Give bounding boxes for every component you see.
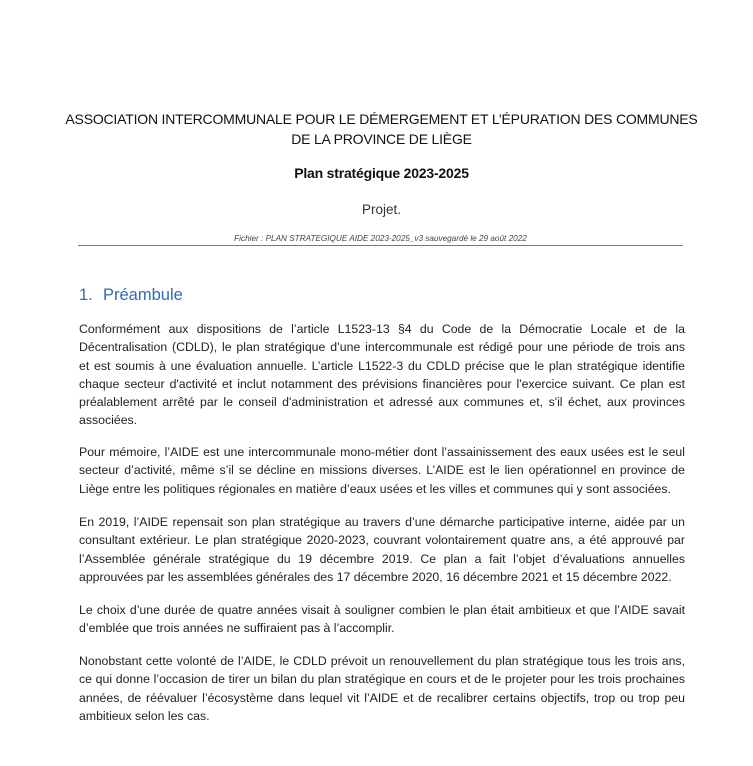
text-line: Nonobstant cette volonté de l’AIDE, le CDLD prévoit un renouvellement du plan stratégique tous les trois ans, xyxy=(79,654,685,668)
paragraph-3 xyxy=(79,513,685,586)
text-line: et est soumis à une évaluation annuelle. L’article L1522-3 du CDLD précise que le plan stratégique identifie xyxy=(79,358,685,373)
text-line: Liège entre les politiques régionales en matière d’eaux usées et les villes et communes qui y sont associées. xyxy=(79,481,671,496)
text-line: Décentralisation (CDLD), le plan stratégique d’une intercommunale est rédigé pour une période de trois ans xyxy=(79,340,685,355)
paragraph-4 xyxy=(79,601,685,638)
paragraph-2 xyxy=(79,443,685,498)
text-line: ce qui donne l’occasion de tirer un bilan du plan stratégique en cours et de le projeter pour les trois prochaines xyxy=(79,672,685,687)
paragraph-1 xyxy=(79,320,685,430)
text-line: l’Assemblée générale stratégique du 19 décembre 2019. Ce plan a fait l’objet d’évaluations annuelles xyxy=(79,551,685,566)
section-heading xyxy=(79,284,183,306)
section-title: Préambule xyxy=(103,286,183,304)
section-number: 1. xyxy=(79,286,93,304)
text-line: Conformément aux dispositions de l’article L1523-13 §4 du Code de la Démocratie Locale et de la xyxy=(79,322,685,336)
organization-title-line: ASSOCIATION INTERCOMMUNALE POUR LE DÉMERGEMENT ET L’ÉPURATION DES COMMUNES xyxy=(65,111,698,127)
text-line: secteur d’activité, même s’il se décline en missions diverses. L’AIDE est le lien opérationnel en province de xyxy=(79,463,685,478)
text-line: approuvées par les assemblées générales des 17 décembre 2020, 16 décembre 2021 et 15 décembre 2022. xyxy=(79,569,672,584)
text-line: ambitieux selon les cas. xyxy=(79,708,210,723)
organization-title xyxy=(60,109,703,149)
file-metadata: Fichier : PLAN STRATEGIQUE AIDE 2023-2025_v3 sauvegardé le 29 août 2022 xyxy=(78,233,683,246)
text-line: En 2019, l’AIDE repensait son plan stratégique au travers d’une démarche participative interne, aidée par un xyxy=(79,515,685,529)
draft-label: Projet. xyxy=(361,202,402,217)
organization-title-line: DE LA PROVINCE DE LIÈGE xyxy=(291,131,472,147)
text-line: chaque secteur d'activité et inclut notamment des prévisions financières pour l'exercice suivant. Ce plan est xyxy=(79,376,685,391)
text-line: Pour mémoire, l’AIDE est une intercommunale mono-métier dont l’assainissement des eaux usées est le seul xyxy=(79,445,685,459)
text-line: années, de réévaluer l’écosystème dans lequel vit l’AIDE et de recalibrer certains objectifs, trop ou trop peu xyxy=(79,690,685,705)
paragraph-5 xyxy=(79,652,685,725)
text-line: associées. xyxy=(79,413,138,428)
text-line: Le choix d’une durée de quatre années visait à souligner combien le plan était ambitieux et que l’AIDE savait xyxy=(79,603,685,617)
text-line: consultant extérieur. Le plan stratégique 2020-2023, couvrant volontairement quatre ans, a été approuvé par xyxy=(79,533,685,548)
text-line: préalablement arrêté par le conseil d'administration et adressé aux communes et, s'il échet, aux provinces xyxy=(79,395,685,410)
plan-title: Plan stratégique 2023-2025 xyxy=(294,165,469,181)
text-line: d’emblée que trois années ne suffiraient pas à l’accomplir. xyxy=(79,621,395,636)
